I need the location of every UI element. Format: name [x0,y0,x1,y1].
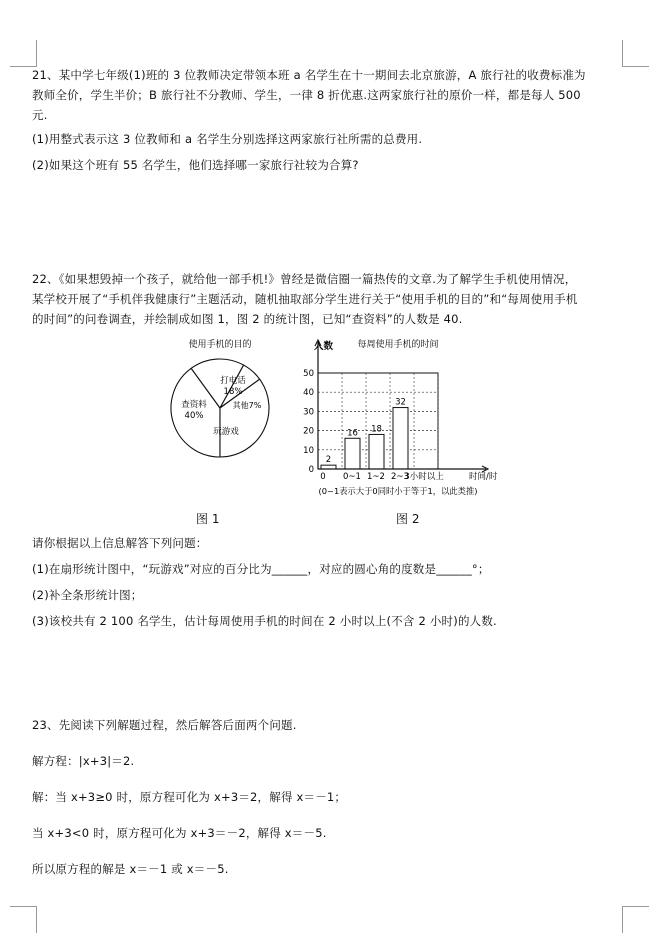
bar-chart [298,336,498,506]
bar-3 [393,408,408,469]
corner-mark-top-right [622,40,649,67]
q22-part1: (1)在扇形统计图中，“玩游戏”对应的百分比为______，对应的圆心角的度数是______°； [32,562,490,576]
q22-line2: 某学校开展了“手机伴我健康行”主题活动，随机抽取部分学生进行关于“使用手机的目的”和“每周使用手机 [32,292,578,306]
figure1-caption: 图 1 [196,512,220,526]
bar-ytick-5: 50 [303,369,314,379]
q23-line1: 23、先阅读下列解题过程，然后解答后面两个问题. [32,718,297,732]
q22-line1: 22、《如果想毁掉一个孩子，就给他一部手机!》曾经是微信圈一篇热传的文章.为了解学生手机使用情况， [32,272,577,286]
bar-xtick-0: 0~1 [343,472,361,482]
q23-line2: 解方程：|x+3|＝2. [32,754,135,768]
corner-mark-top-left [10,40,37,67]
bar-value-2: 18 [371,424,382,435]
bar-2 [369,434,384,469]
bar-xtick-2: 2~3 [391,472,409,482]
q22-line3: 的时间”的问卷调查，并绘制成如图 1，图 2 的统计图，已知“查资料”的人数是 40. [32,312,463,326]
q22-part3: (3)该校共有 2 100 名学生，估计每周使用手机的时间在 2 小时以上(不含 2 小时)的人数. [32,614,497,628]
q22-part2: (2)补全条形统计图； [32,588,143,602]
q23-line3: 解：当 x+3≥0 时，原方程可化为 x+3＝2，解得 x＝－1； [32,790,347,804]
bar-ytick-1: 10 [303,445,314,456]
figure2-caption: 图 2 [396,512,420,526]
pie-label-2: 其他7% [232,401,262,410]
pie-percent-1: 18% [223,387,243,397]
bar-chart-note: (0~1表示大于0同时小于等于1，以此类推) [318,486,478,496]
q21-part2: (2)如果这个班有 55 名学生，他们选择哪一家旅行社较为合算? [32,158,359,172]
bar-ytick-4: 40 [303,388,314,399]
bar-ytick-0: 0 [308,465,314,475]
pie-label-0: 查资料 [181,400,207,410]
bar-value-1: 16 [347,428,358,439]
bar-1 [345,438,360,469]
bar-xtick-3: 3小时以上 [404,472,444,482]
q21-line1: 21、某中学七年级(1)班的 3 位教师决定带领本班 a 名学生在十一期间去北京旅游，A 旅行社的收费标准为 [32,68,586,82]
bar-chart-origin-label: 0 [320,472,326,482]
pie-percent-0: 40% [184,411,204,421]
bar-chart-title: 每周使用手机的时间 [357,340,439,350]
pie-label-3: 玩游戏 [213,427,239,437]
bar-ytick-2: 20 [303,426,314,437]
q21-line2: 教师全价，学生半价；B 旅行社不分教师、学生，一律 8 折优惠.这两家旅行社的原价一样，都是每人 500 [32,88,581,102]
q23-line4: 当 x+3<0 时，原方程可化为 x+3＝－2，解得 x＝－5. [32,826,327,840]
bar-value-0: 2 [325,455,332,466]
pie-label-1: 打电话 [220,376,246,386]
bar-chart-xlabel: 时间/时 [469,472,498,482]
corner-mark-bottom-left [10,906,37,933]
corner-mark-bottom-right [622,906,649,933]
bar-ytick-3: 30 [303,407,314,418]
pie-chart [160,336,280,466]
bar-value-3: 32 [395,397,406,408]
bar-chart-ylabel: 人数 [314,341,334,352]
pie-chart-title: 使用手机的目的 [188,340,252,350]
q21-line3: 元. [32,108,48,122]
bar-xtick-1: 1~2 [367,472,385,482]
q21-part1: (1)用整式表示这 3 位教师和 a 名学生分别选择这两家旅行社所需的总费用. [32,132,423,146]
q23-line5: 所以原方程的解是 x＝－1 或 x＝－5. [32,862,229,876]
q22-prompt: 请你根据以上信息解答下列问题： [32,536,208,550]
